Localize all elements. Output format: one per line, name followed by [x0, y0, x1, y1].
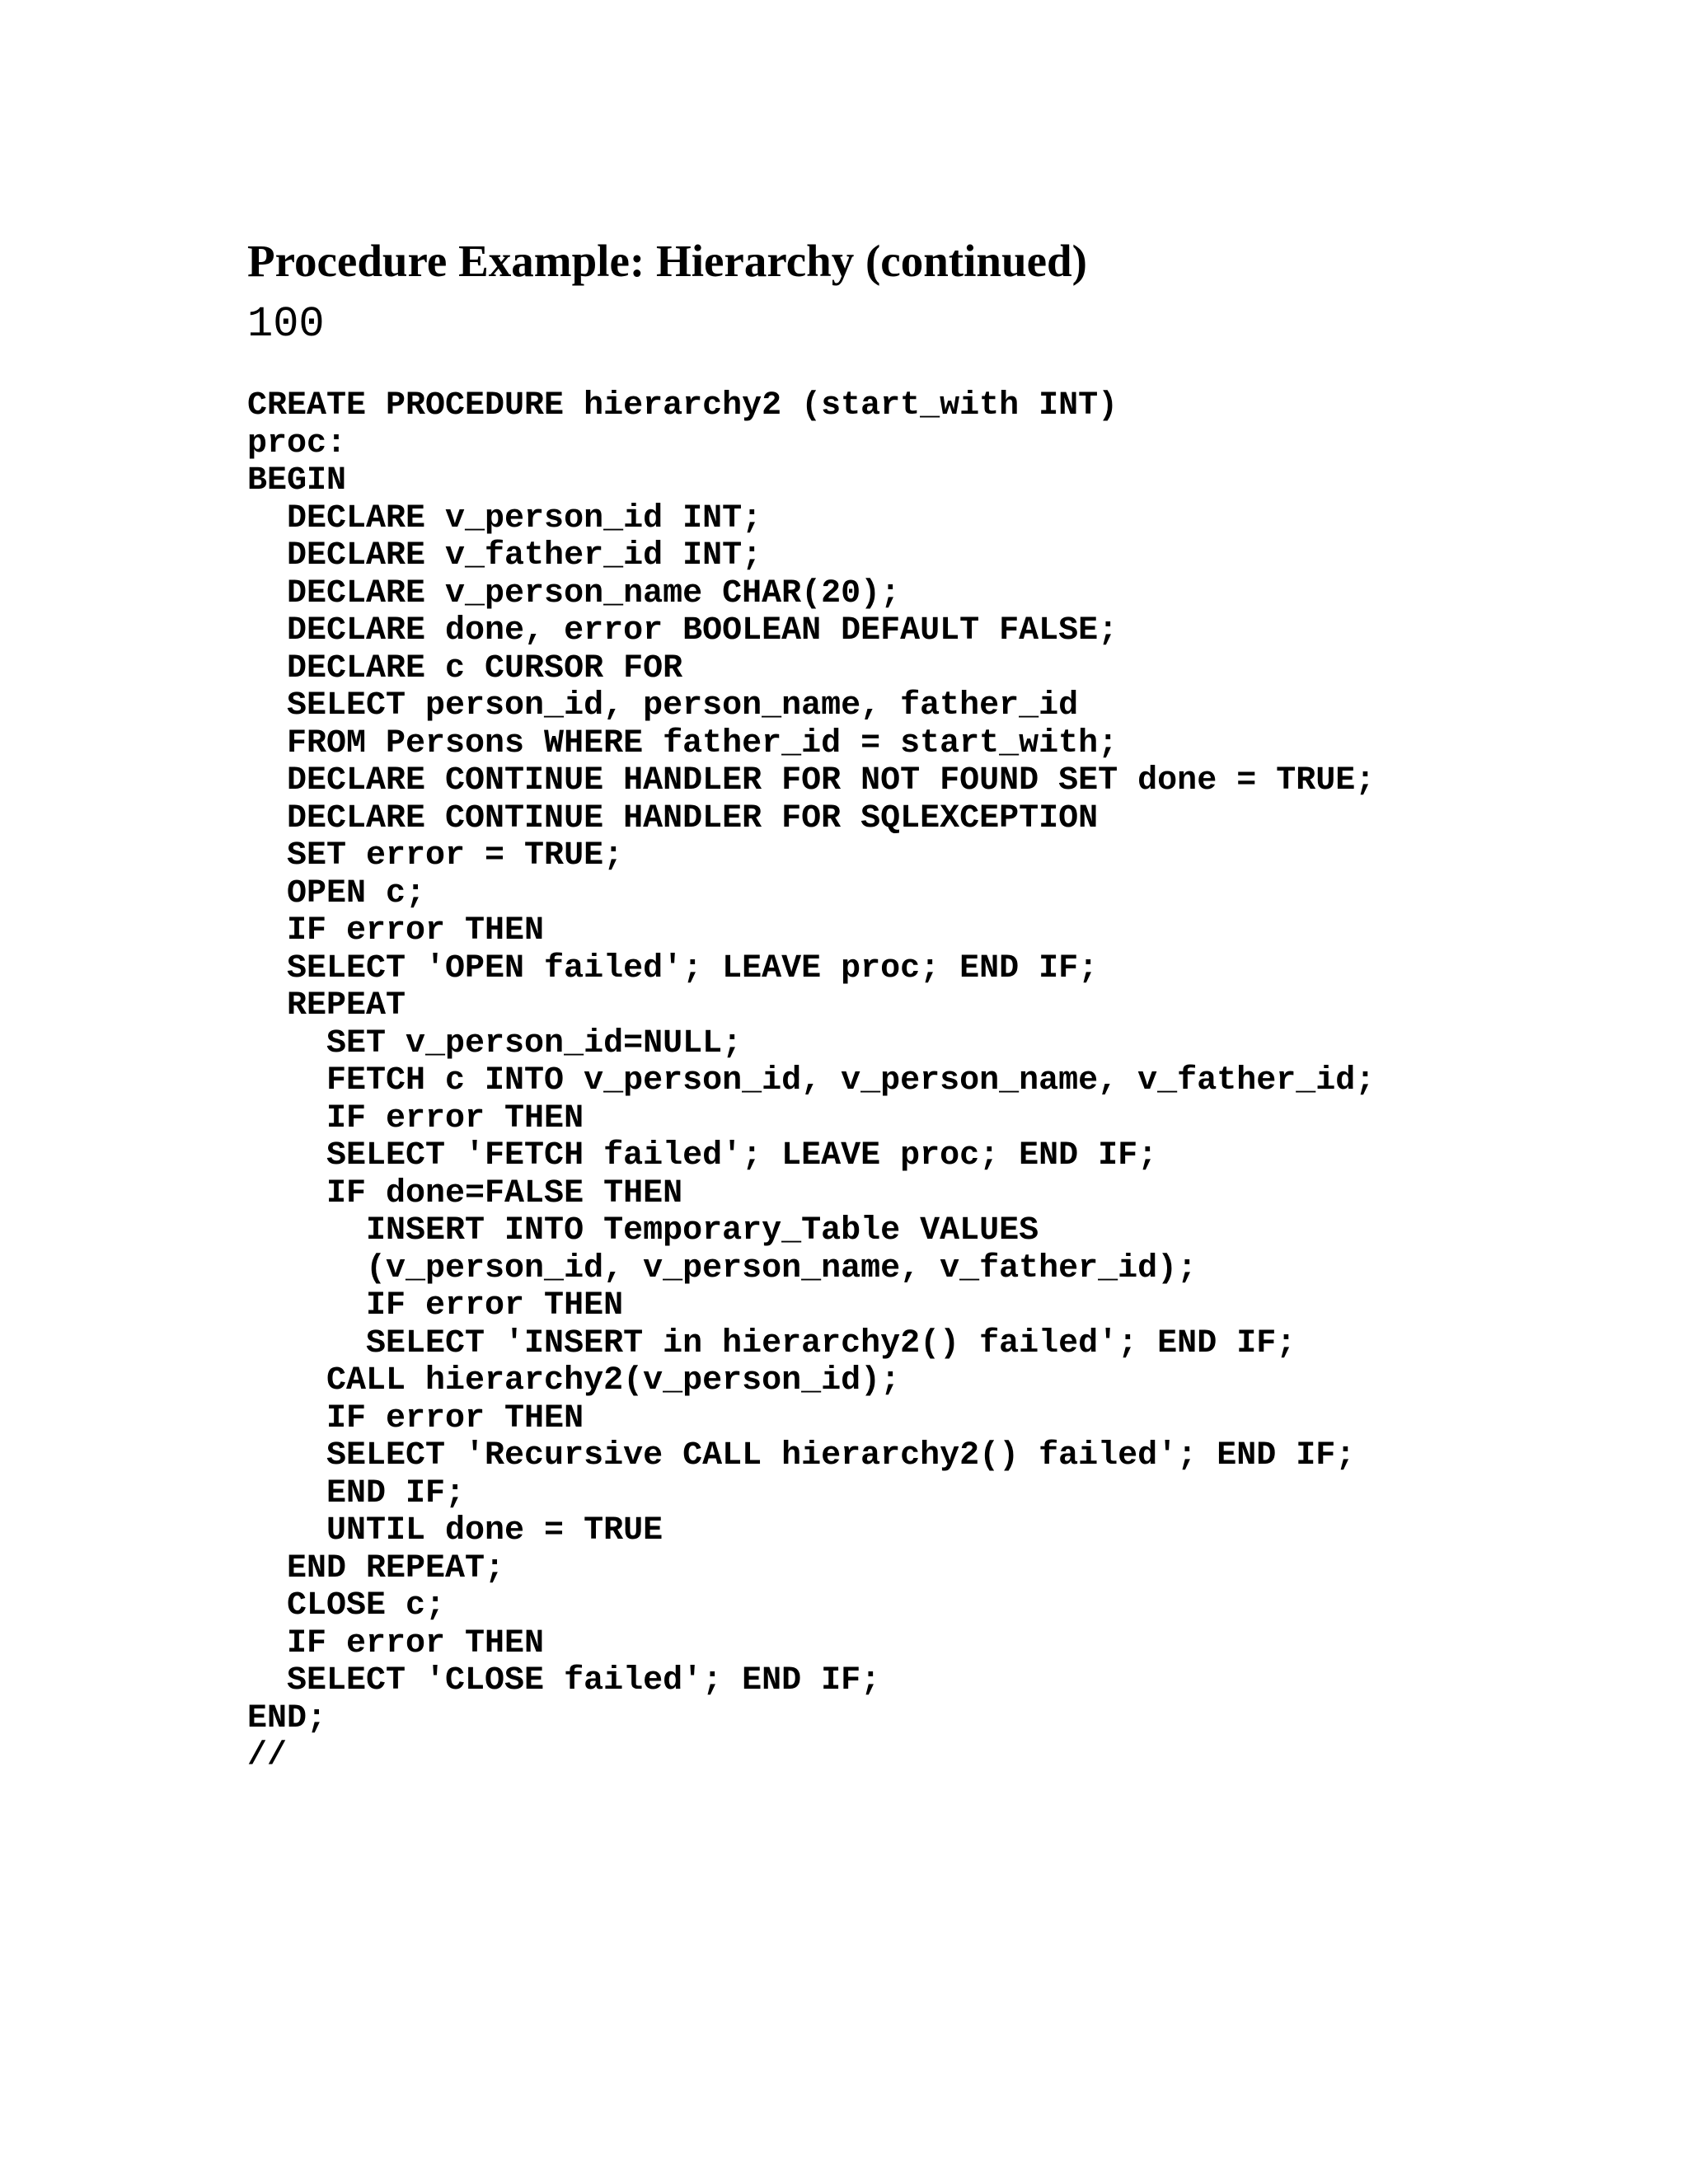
code-line: DECLARE v_father_id INT;: [247, 537, 762, 574]
code-line: //: [247, 1737, 288, 1774]
code-line: IF error THEN: [247, 1399, 584, 1437]
page-number: 100: [247, 300, 325, 349]
page-title: Procedure Example: Hierarchy (continued): [247, 236, 1087, 286]
code-line: DECLARE CONTINUE HANDLER FOR NOT FOUND SET done = TRUE;: [247, 762, 1376, 799]
code-line: FETCH c INTO v_person_id, v_person_name, v_father_id;: [247, 1062, 1376, 1099]
code-line: IF done=FALSE THEN: [247, 1174, 683, 1212]
code-line: proc:: [247, 424, 347, 462]
code-line: CALL hierarchy2(v_person_id);: [247, 1362, 901, 1399]
code-line: END IF;: [247, 1474, 466, 1512]
code-line: SELECT 'Recursive CALL hierarchy2() failed'; END IF;: [247, 1437, 1356, 1474]
code-line: IF error THEN: [247, 1099, 584, 1137]
code-line: REPEAT: [247, 987, 406, 1024]
code-line: (v_person_id, v_person_name, v_father_id);: [247, 1249, 1198, 1287]
code-block: [247, 387, 1375, 1775]
code-line: UNTIL done = TRUE: [247, 1512, 663, 1549]
code-line: IF error THEN: [247, 912, 545, 949]
code-line: DECLARE c CURSOR FOR: [247, 649, 683, 687]
code-line: IF error THEN: [247, 1624, 545, 1662]
code-line: SET v_person_id=NULL;: [247, 1024, 743, 1062]
code-line: END;: [247, 1699, 327, 1737]
code-line: OPEN c;: [247, 874, 426, 912]
code-line: SELECT person_id, person_name, father_id: [247, 687, 1079, 724]
code-line: SET error = TRUE;: [247, 837, 624, 874]
code-line: FROM Persons WHERE father_id = start_with;: [247, 724, 1118, 762]
code-line: DECLARE v_person_id INT;: [247, 499, 762, 537]
code-line: SELECT 'FETCH failed'; LEAVE proc; END IF;: [247, 1137, 1158, 1174]
code-line: BEGIN: [247, 462, 347, 499]
code-line: DECLARE CONTINUE HANDLER FOR SQLEXCEPTION: [247, 799, 1099, 837]
code-line: END REPEAT;: [247, 1549, 505, 1587]
code-line: CLOSE c;: [247, 1587, 446, 1624]
code-line: INSERT INTO Temporary_Table VALUES: [247, 1212, 1039, 1249]
code-line: SELECT 'CLOSE failed'; END IF;: [247, 1662, 881, 1699]
code-line: DECLARE done, error BOOLEAN DEFAULT FALSE;: [247, 612, 1118, 649]
code-line: DECLARE v_person_name CHAR(20);: [247, 574, 901, 612]
code-line: CREATE PROCEDURE hierarchy2 (start_with INT): [247, 387, 1118, 424]
code-line: IF error THEN: [247, 1287, 624, 1324]
code-line: SELECT 'INSERT in hierarchy2() failed'; END IF;: [247, 1324, 1296, 1362]
code-line: SELECT 'OPEN failed'; LEAVE proc; END IF;: [247, 949, 1099, 987]
